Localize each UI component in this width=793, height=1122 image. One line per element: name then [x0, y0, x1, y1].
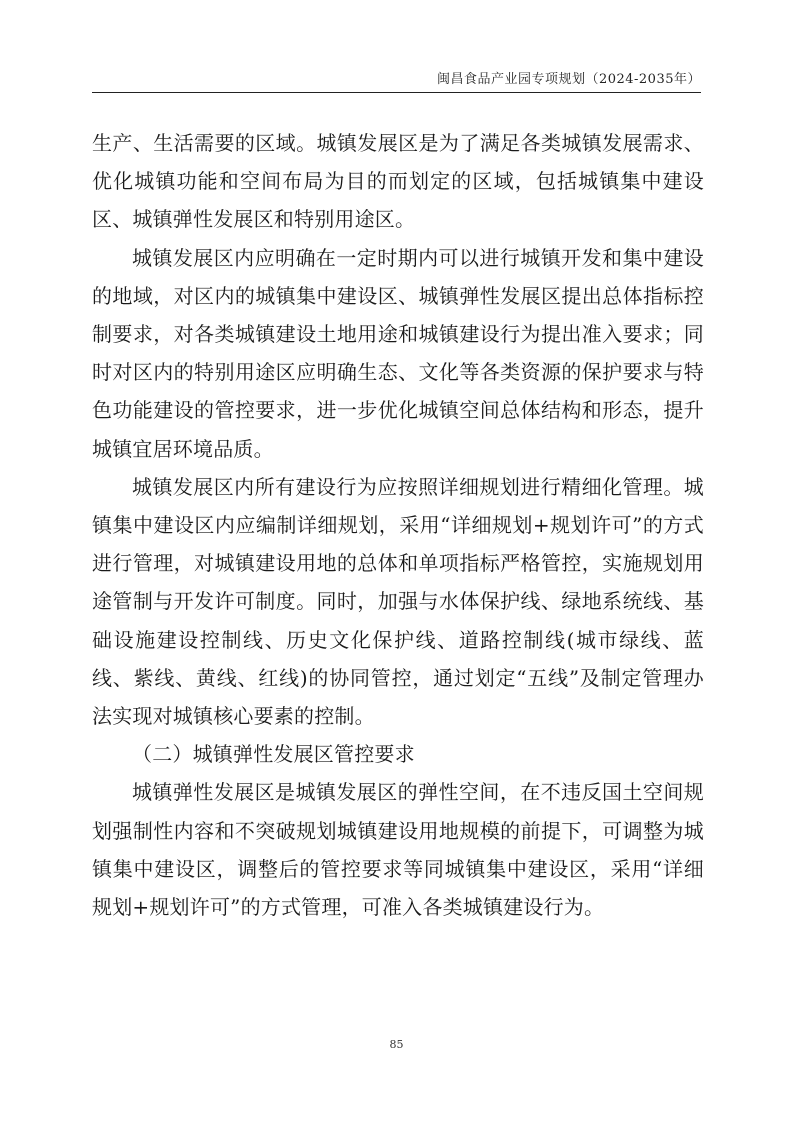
section-heading: （二）城镇弹性发展区管控要求 — [132, 742, 415, 767]
page-number: 85 — [389, 1038, 404, 1051]
paragraph-urban-development-zone: 城镇发展区内应明确在一定时期内可以进行城镇开发和集中建设的地域，对区内的城镇集中建设区、城镇弹性发展区提出总体指标控制要求，对各类城镇建设土地用途和城镇建设行为提出准入要求；同时对区内的特别用途区应明确生态、文化等各类资源的保护要求与特色功能建设的管控要求，进一步优化城镇空间总体结构和形态，提升城镇宜居环境品质。 — [92, 245, 704, 461]
document-title: 闽昌食品产业园专项规划（2024-2035年） — [436, 72, 701, 87]
paragraph-flexible-development-zone: 城镇弹性发展区是城镇发展区的弹性空间，在不违反国土空间规划强制性内容和不突破规划城镇建设用地规模的前提下，可调整为城镇集中建设区，调整后的管控要求等同城镇集中建设区，采用“详细规划+规划许可”的方式管理，可准入各类城镇建设行为。 — [92, 780, 704, 920]
page-header — [92, 64, 701, 93]
body-text — [92, 124, 704, 926]
paragraph-continuation: 生产、生活需要的区域。城镇发展区是为了满足各类城镇发展需求、优化城镇功能和空间布局为目的而划定的区域，包括城镇集中建设区、城镇弹性发展区和特别用途区。 — [92, 131, 704, 232]
paragraph-detailed-planning-management: 城镇发展区内所有建设行为应按照详细规划进行精细化管理。城镇集中建设区内应编制详细规划，采用“详细规划+规划许可”的方式进行管理，对城镇建设用地的总体和单项指标严格管控，实施规划用途管制与开发许可制度。同时，加强与水体保护线、绿地系统线、基础设施建设控制线、历史文化保护线、道路控制线(城市绿线、蓝线、紫线、黄线、红线)的协同管控，通过划定“五线”及制定管理办法实现对城镇核心要素的控制。 — [92, 474, 704, 729]
